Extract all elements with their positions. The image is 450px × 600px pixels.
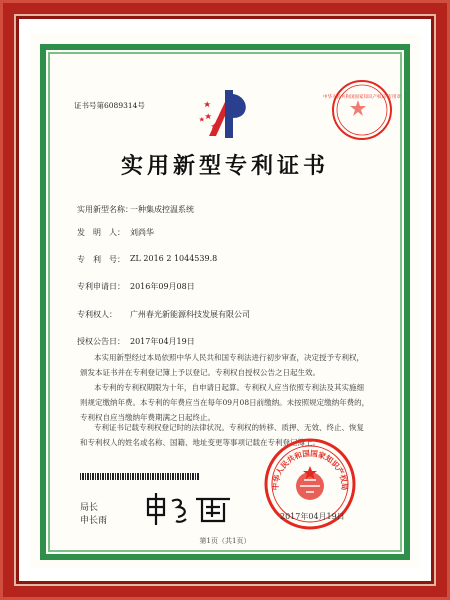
director-title: 局长 — [80, 503, 99, 513]
row-value-patent-no: ZL 2016 2 1044539.8 — [130, 254, 218, 263]
row-label-patent-no: 专 利 号： — [77, 255, 125, 264]
cnipa-logo-icon — [203, 88, 253, 140]
row-label-grant-date: 授权公告日： — [77, 337, 125, 346]
director-signature — [142, 491, 238, 527]
paragraph-term: 本专利的专利权期限为十年，自申请日起算。专利权人应当依照专利法及其实施细则规定缴纳年费。本专利的年费应当在每年09月08日前缴纳。未按照规定缴纳年费的，专利权自应当缴纳年费期满之日起终止。 — [80, 383, 370, 422]
page-footer: 第1页（共1页） — [199, 537, 251, 545]
paragraph-register: 专利证书记载专利权登记时的法律状况。专利权的转移、质押、无效、终止、恢复和专利权人的姓名或名称、国籍、地址变更等事项记载在专利登记簿上。 — [80, 423, 364, 447]
row-value-name: 一种集成控温系统 — [130, 205, 194, 214]
row-value-owner: 广州春光新能源科技发展有限公司 — [130, 310, 250, 319]
director-name: 申长雨 — [80, 516, 108, 526]
certificate-number: 证书号第6089314号 — [74, 101, 145, 110]
certificate-title: 实用新型专利证书 — [120, 153, 329, 179]
row-label-name: 实用新型名称： — [77, 205, 133, 214]
row-value-filing-date: 2016年09月08日 — [130, 282, 195, 291]
seal-arc-text: 中华人民共和国国家知识产权局 — [270, 448, 350, 491]
seal-date: 2017年04月19日 — [280, 512, 345, 521]
row-label-owner: 专利权人： — [77, 310, 117, 319]
row-value-grant-date: 2017年04月19日 — [130, 337, 195, 346]
barcode — [80, 473, 200, 480]
small-seal-text: 中华人民共和国国家知识产权局 专用章 — [323, 95, 401, 100]
row-value-inventor: 刘尚华 — [130, 228, 154, 237]
paragraph-grant: 本实用新型经过本局依照中华人民共和国专利法进行初步审查，决定授予专利权，颁发本证书并在专利登记簿上予以登记。专利权自授权公告之日起生效。 — [80, 353, 364, 377]
row-label-filing-date: 专利申请日： — [77, 282, 125, 291]
small-official-seal — [323, 78, 401, 142]
row-label-inventor: 发 明 人： — [77, 228, 125, 237]
